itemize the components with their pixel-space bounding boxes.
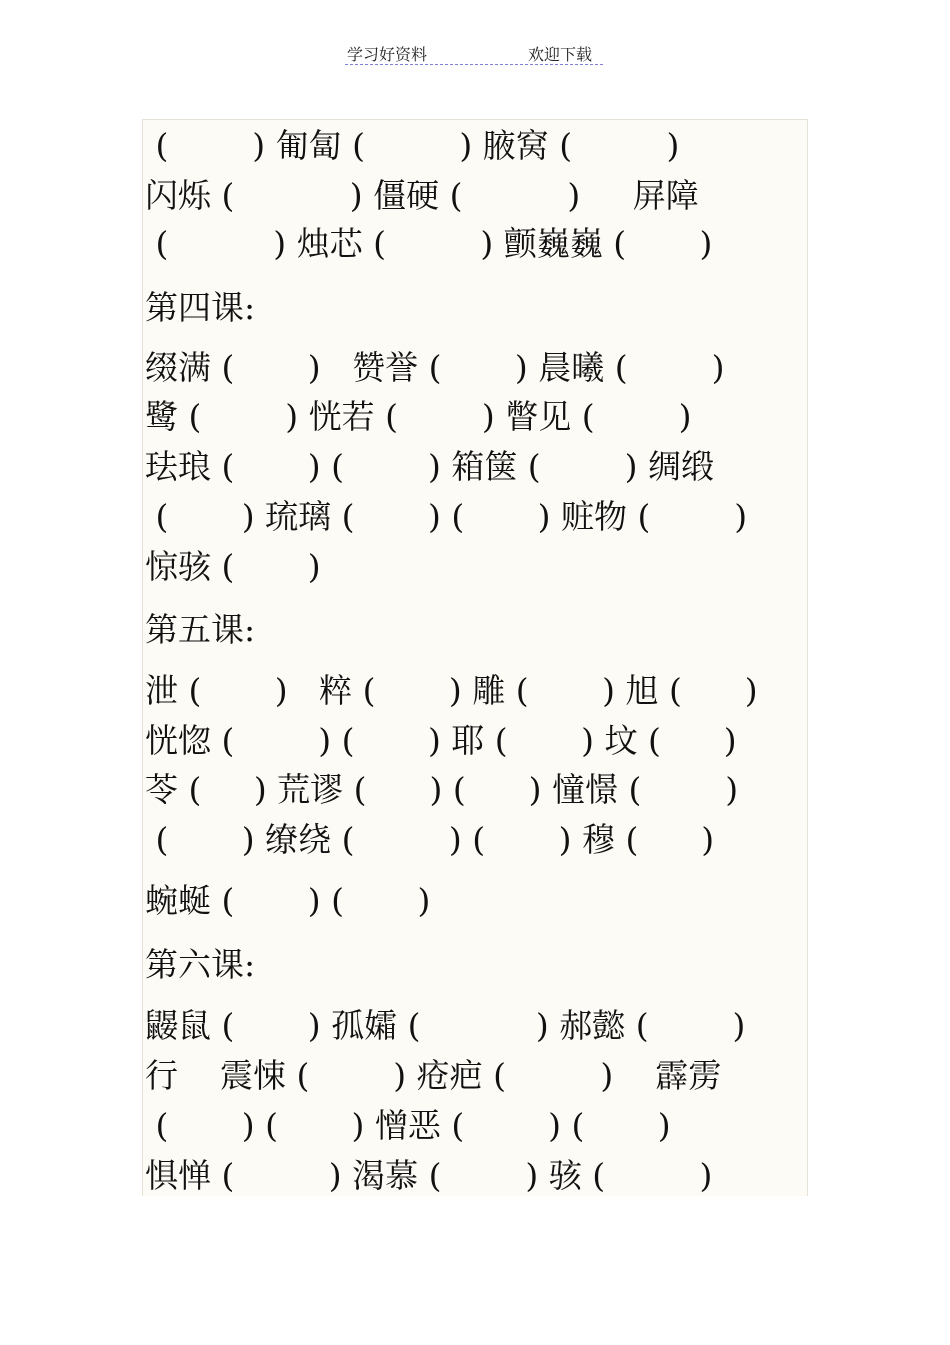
header-right-text: 欢迎下载 [528, 45, 593, 64]
content-panel [142, 119, 808, 1196]
header-left-text: 学习好资料 [347, 45, 428, 64]
vocab-line: 鼹鼠 ( ) 孤孀 ( ) 郝懿 ( ) [145, 1006, 746, 1045]
vocab-line: 闪烁 ( ) 僵硬 ( ) 屏障 [145, 176, 699, 215]
vocab-line: ( ) 琉璃 ( ) ( ) 赃物 ( ) [145, 497, 748, 536]
vocab-line: 行 震悚 ( ) 疮疤 ( ) 霹雳 [145, 1056, 722, 1095]
vocab-line: ( ) 烛芯 ( ) 颤巍巍 ( ) [145, 224, 713, 263]
vocab-line: 惊骇 ( ) [145, 547, 321, 586]
vocab-line: 苓 ( ) 荒谬 ( ) ( ) 憧憬 ( ) [145, 770, 739, 809]
page-header [345, 40, 603, 65]
vocab-line: 惧惮 ( ) 渴慕 ( ) 骇 ( ) [145, 1156, 713, 1195]
vocab-line: 泄 ( ) 粹 ( ) 雕 ( ) 旭 ( ) [145, 671, 758, 710]
vocab-line: ( ) 匍匐 ( ) 腋窝 ( ) [145, 126, 680, 165]
vocab-line: ( ) 缭绕 ( ) ( ) 穆 ( ) [145, 820, 715, 859]
vocab-line: 珐琅 ( ) ( ) 箱箧 ( ) 绸缎 [145, 447, 714, 486]
lesson-heading: 第六课: [145, 945, 256, 984]
lesson-heading: 第五课: [145, 610, 256, 649]
vocab-line: 鹭 ( ) 恍若 ( ) 瞥见 ( ) [145, 397, 692, 436]
vocab-line: 蜿蜒 ( ) ( ) [145, 881, 431, 920]
vocab-line: ( ) ( ) 憎恶 ( ) ( ) [145, 1106, 671, 1145]
vocab-line: 恍惚 ( ) ( ) 耶 ( ) 坟 ( ) [145, 721, 737, 760]
lesson-heading: 第四课: [145, 288, 256, 327]
vocab-line: 缀满 ( ) 赞誉 ( ) 晨曦 ( ) [145, 348, 725, 387]
